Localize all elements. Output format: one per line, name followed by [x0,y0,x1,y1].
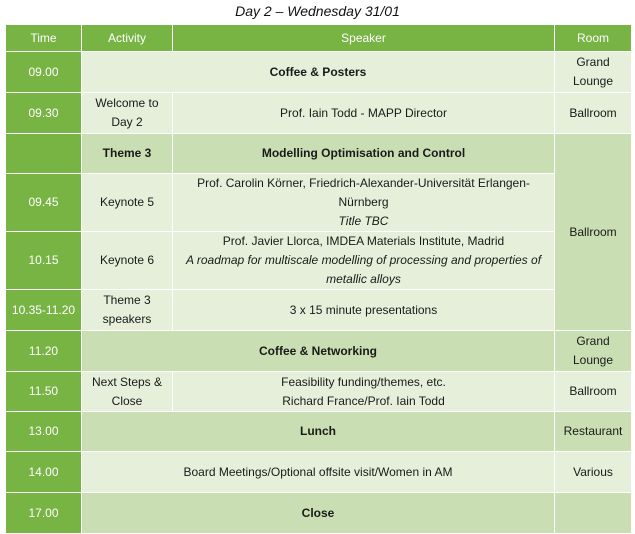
time-cell: 10.35-11.20 [6,290,82,331]
time-cell: 09.30 [6,93,82,134]
header-row [6,25,632,52]
header-room: Room [555,25,632,52]
talk-title: A roadmap for multiscale modelling of processing and properties of metallic alloys [185,253,542,286]
time-cell: 14.00 [6,452,82,493]
speaker-cell: 3 x 15 minute presentations [173,290,555,331]
page-title: Day 2 – Wednesday 31/01 [235,3,400,19]
activity-cell: Next Steps & Close [82,372,173,412]
time-cell: 13.00 [6,412,82,452]
time-cell: 09.45 [6,174,82,232]
session-cell: Coffee & Networking [82,331,555,372]
time-cell: 11.20 [6,331,82,372]
speaker-cell [173,232,555,290]
table-row [6,290,632,331]
activity-cell: Welcome to Day 2 [82,93,173,134]
room-cell: Ballroom [555,372,632,412]
session-cell: Lunch [82,412,555,452]
speaker-cell [173,174,555,232]
table-row [6,174,632,232]
room-cell: Restaurant [555,412,632,452]
table-row [6,134,632,174]
session-cell: Board Meetings/Optional offsite visit/Women in AM [82,452,555,493]
header-activity: Activity [82,25,173,52]
speaker-name: Prof. Javier Llorca, IMDEA Materials Institute, Madrid [222,234,505,248]
session-cell: Coffee & Posters [82,52,555,93]
room-cell: Ballroom [555,134,632,331]
table-row [6,372,632,412]
time-cell [6,134,82,174]
activity-cell: Theme 3 speakers [82,290,173,331]
speaker-line: Feasibility funding/themes, etc. [281,374,446,389]
time-cell: 09.00 [6,52,82,93]
table-row [6,331,632,372]
time-cell: 17.00 [6,493,82,534]
talk-title: Title TBC [338,214,389,228]
time-cell: 11.50 [6,372,82,412]
time-cell: 10.15 [6,232,82,290]
room-cell: Grand Lounge [555,52,632,93]
speaker-cell: Modelling Optimisation and Control [173,134,555,174]
header-speaker: Speaker [173,25,555,52]
speaker-cell [173,372,555,412]
room-cell: Various [555,452,632,493]
table-row [6,232,632,290]
room-cell [555,493,632,534]
activity-cell: Keynote 6 [82,232,173,290]
speaker-cell: Prof. Iain Todd - MAPP Director [173,93,555,134]
table-row [6,93,632,134]
room-cell: Grand Lounge [555,331,632,372]
table-row [6,412,632,452]
table-row [6,493,632,534]
speaker-line: Richard France/Prof. Iain Todd [282,393,445,408]
activity-cell: Keynote 5 [82,174,173,232]
session-cell: Close [82,493,555,534]
schedule-table [5,24,632,534]
table-row [6,452,632,493]
header-time: Time [6,25,82,52]
speaker-name: Prof. Carolin Körner, Friedrich-Alexander-Universität Erlangen-Nürnberg [197,176,530,209]
table-row [6,52,632,93]
activity-cell: Theme 3 [82,134,173,174]
room-cell: Ballroom [555,93,632,134]
